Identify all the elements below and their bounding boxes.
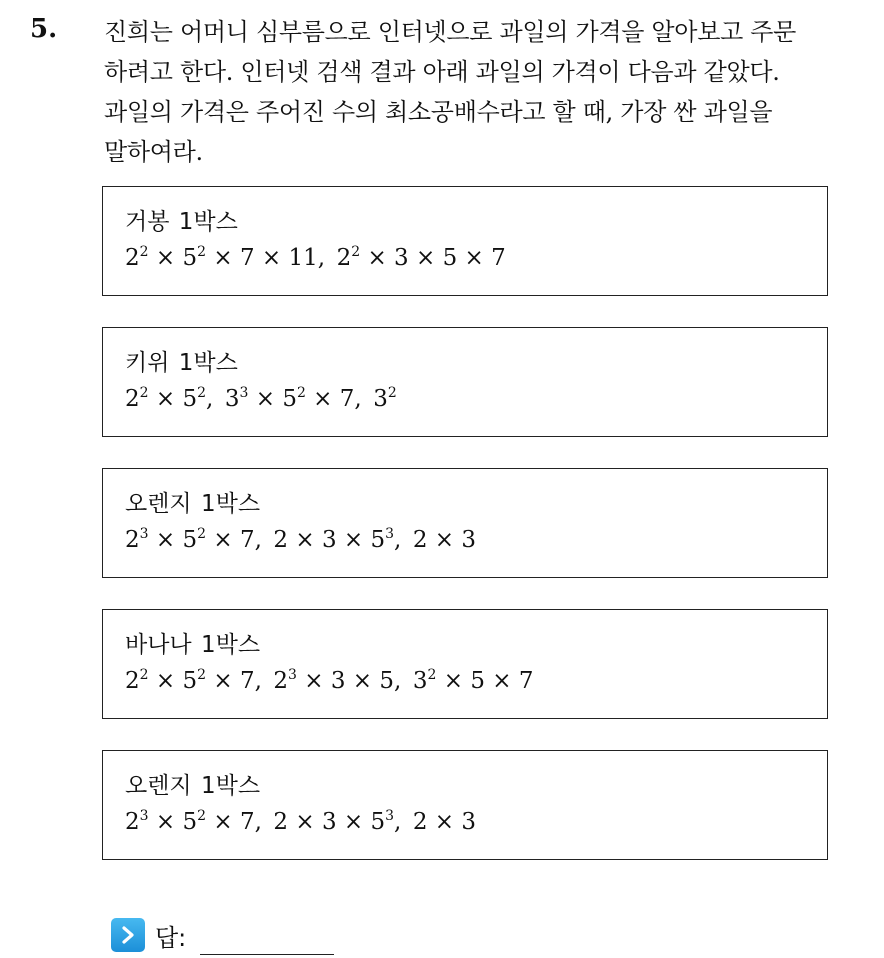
factor-exponent: 3 <box>139 526 149 542</box>
factor-base: 7 <box>239 527 255 553</box>
expression-separator: , <box>254 527 274 553</box>
factor-base: 5 <box>282 386 297 412</box>
fruit-unit: 1박스 <box>178 209 238 235</box>
factor <box>470 668 485 694</box>
times-sign: × <box>206 527 240 553</box>
factor-base: 5 <box>470 668 485 694</box>
fruit-expressions <box>125 382 827 416</box>
times-sign: × <box>206 809 240 835</box>
factor <box>413 809 428 835</box>
factor <box>322 809 337 835</box>
factor-exponent: 3 <box>385 808 395 824</box>
factor-base: 3 <box>330 668 346 694</box>
factor <box>240 809 255 835</box>
math-expression <box>413 527 476 553</box>
factor-exponent: 2 <box>197 808 207 824</box>
factor <box>273 668 297 694</box>
factor <box>282 386 306 412</box>
factor <box>182 809 206 835</box>
factor <box>240 527 255 553</box>
factor-exponent: 3 <box>239 385 249 401</box>
fruit-box <box>102 468 828 578</box>
factor-base: 11 <box>288 245 318 271</box>
factor <box>413 668 437 694</box>
math-expression <box>373 386 397 412</box>
fruit-price-boxes <box>102 186 828 891</box>
factor <box>125 527 149 553</box>
factor <box>491 245 506 271</box>
times-sign: × <box>148 527 183 553</box>
factor-base: 5 <box>182 527 198 553</box>
question-number: 5. <box>30 14 58 44</box>
fruit-box <box>102 750 828 860</box>
factor-base: 5 <box>370 527 386 553</box>
fruit-expressions <box>125 805 827 839</box>
factor-base: 2 <box>125 668 140 694</box>
times-sign: × <box>408 245 443 271</box>
fruit-name <box>125 487 827 523</box>
fruit-name <box>125 628 827 664</box>
fruit-name <box>125 205 827 241</box>
factor <box>240 668 255 694</box>
times-sign: × <box>206 245 240 271</box>
times-sign: × <box>148 245 183 271</box>
factor <box>461 527 476 553</box>
question-text-line: 과일의 가격은 주어진 수의 최소공배수라고 할 때, 가장 싼 과일을 <box>104 98 773 126</box>
math-expression <box>413 668 534 694</box>
fruit-box <box>102 186 828 296</box>
times-sign: × <box>288 809 322 835</box>
math-expression <box>125 245 318 271</box>
expression-separator: , <box>354 386 374 412</box>
factor-base: 2 <box>125 386 140 412</box>
factor <box>331 668 346 694</box>
factor-exponent: 2 <box>197 385 207 401</box>
factor-base: 3 <box>461 809 477 835</box>
factor-base: 5 <box>182 668 198 694</box>
factor-base: 3 <box>412 668 428 694</box>
factor-base: 5 <box>182 245 198 271</box>
factor-base: 2 <box>273 809 289 835</box>
math-expression <box>273 809 394 835</box>
factor-base: 5 <box>379 668 395 694</box>
question-text-line: 말하여라. <box>104 138 203 166</box>
factor-base: 2 <box>273 668 289 694</box>
factor <box>240 245 255 271</box>
factor <box>125 386 149 412</box>
times-sign: × <box>248 386 283 412</box>
fruit-box <box>102 609 828 719</box>
factor-base: 3 <box>373 386 388 412</box>
factor <box>394 245 409 271</box>
factor <box>125 668 149 694</box>
answer-area <box>111 915 334 955</box>
factor-base: 3 <box>321 809 337 835</box>
times-sign: × <box>305 386 340 412</box>
fruit-name <box>125 769 827 805</box>
times-sign: × <box>336 527 371 553</box>
math-expression <box>273 668 394 694</box>
math-expression <box>337 245 506 271</box>
expression-separator: , <box>394 809 413 835</box>
factor-base: 7 <box>518 668 534 694</box>
answer-input-line[interactable] <box>200 932 334 955</box>
chevron-right-icon <box>111 918 145 952</box>
factor-exponent: 2 <box>296 385 306 401</box>
factor <box>125 245 149 271</box>
factor-base: 7 <box>239 668 255 694</box>
expression-separator: , <box>254 668 274 694</box>
fruit-label: 오렌지 <box>125 773 192 799</box>
times-sign: × <box>484 668 519 694</box>
fruit-label: 키위 <box>125 350 170 376</box>
factor-base: 3 <box>321 527 337 553</box>
math-expression <box>125 527 255 553</box>
factor-exponent: 2 <box>351 244 361 260</box>
factor <box>413 527 428 553</box>
factor-base: 7 <box>491 245 506 271</box>
math-expression <box>225 386 355 412</box>
times-sign: × <box>148 809 183 835</box>
factor-base: 2 <box>336 245 352 271</box>
factor-exponent: 2 <box>139 244 149 260</box>
math-expression <box>125 386 206 412</box>
times-sign: × <box>336 809 371 835</box>
fruit-label: 오렌지 <box>125 491 192 517</box>
factor-exponent: 2 <box>197 526 207 542</box>
factor-base: 2 <box>273 527 289 553</box>
factor <box>182 386 206 412</box>
fruit-unit: 1박스 <box>200 773 261 799</box>
fruit-unit: 1박스 <box>200 632 261 658</box>
fruit-name <box>125 346 827 382</box>
factor <box>182 245 206 271</box>
factor-exponent: 2 <box>139 385 149 401</box>
answer-label: 답: <box>155 923 187 952</box>
factor-base: 7 <box>239 245 255 271</box>
factor <box>273 527 288 553</box>
times-sign: × <box>360 245 395 271</box>
factor-base: 7 <box>339 386 355 412</box>
factor-base: 7 <box>239 809 255 835</box>
factor-base: 2 <box>412 809 428 835</box>
times-sign: × <box>296 668 331 694</box>
fruit-box <box>102 327 828 437</box>
expression-separator: , <box>254 809 274 835</box>
times-sign: × <box>148 386 183 412</box>
factor <box>461 809 476 835</box>
times-sign: × <box>254 245 289 271</box>
fruit-unit: 1박스 <box>200 491 261 517</box>
factor-exponent: 2 <box>197 244 207 260</box>
math-expression <box>413 809 476 835</box>
factor <box>182 527 206 553</box>
factor <box>370 527 394 553</box>
factor <box>379 668 394 694</box>
fruit-label: 바나나 <box>125 632 192 658</box>
factor <box>322 527 337 553</box>
times-sign: × <box>427 809 462 835</box>
times-sign: × <box>345 668 380 694</box>
factor-base: 5 <box>370 809 386 835</box>
factor-base: 2 <box>125 245 140 271</box>
factor <box>273 809 288 835</box>
factor <box>288 245 317 271</box>
question-text-line: 진희는 어머니 심부름으로 인터넷으로 과일의 가격을 알아보고 주문 <box>104 18 797 46</box>
factor-base: 5 <box>182 809 198 835</box>
fruit-unit: 1박스 <box>178 350 238 376</box>
factor-base: 3 <box>394 245 409 271</box>
times-sign: × <box>288 527 322 553</box>
factor-base: 2 <box>125 527 140 553</box>
factor-exponent: 2 <box>387 385 397 401</box>
factor-exponent: 3 <box>288 667 297 683</box>
factor-exponent: 2 <box>197 667 207 683</box>
math-expression <box>125 809 255 835</box>
math-expression <box>125 668 255 694</box>
factor-exponent: 2 <box>427 667 437 683</box>
factor <box>340 386 355 412</box>
factor <box>370 809 394 835</box>
factor <box>125 809 149 835</box>
expression-separator: , <box>394 527 413 553</box>
times-sign: × <box>436 668 471 694</box>
expression-separator: , <box>206 386 225 412</box>
fruit-label: 거봉 <box>125 209 170 235</box>
factor <box>182 668 206 694</box>
factor-base: 2 <box>125 809 140 835</box>
expression-separator: , <box>317 245 337 271</box>
fruit-expressions <box>125 241 827 275</box>
factor <box>337 245 361 271</box>
factor-base: 3 <box>461 527 477 553</box>
factor-base: 3 <box>224 386 240 412</box>
factor-base: 5 <box>442 245 458 271</box>
factor <box>225 386 249 412</box>
factor-exponent: 3 <box>385 526 395 542</box>
times-sign: × <box>457 245 492 271</box>
expression-separator: , <box>394 668 413 694</box>
factor-exponent: 3 <box>139 808 149 824</box>
factor-base: 2 <box>412 527 428 553</box>
math-expression <box>273 527 394 553</box>
times-sign: × <box>148 668 183 694</box>
times-sign: × <box>427 527 462 553</box>
factor-exponent: 2 <box>139 667 149 683</box>
fruit-expressions <box>125 523 827 557</box>
question-text-line: 하려고 한다. 인터넷 검색 결과 아래 과일의 가격이 다음과 같았다. <box>104 58 780 86</box>
factor <box>519 668 534 694</box>
fruit-expressions <box>125 664 827 698</box>
times-sign: × <box>206 668 240 694</box>
factor <box>443 245 458 271</box>
factor-base: 5 <box>182 386 198 412</box>
factor <box>373 386 397 412</box>
question-text <box>104 12 874 172</box>
